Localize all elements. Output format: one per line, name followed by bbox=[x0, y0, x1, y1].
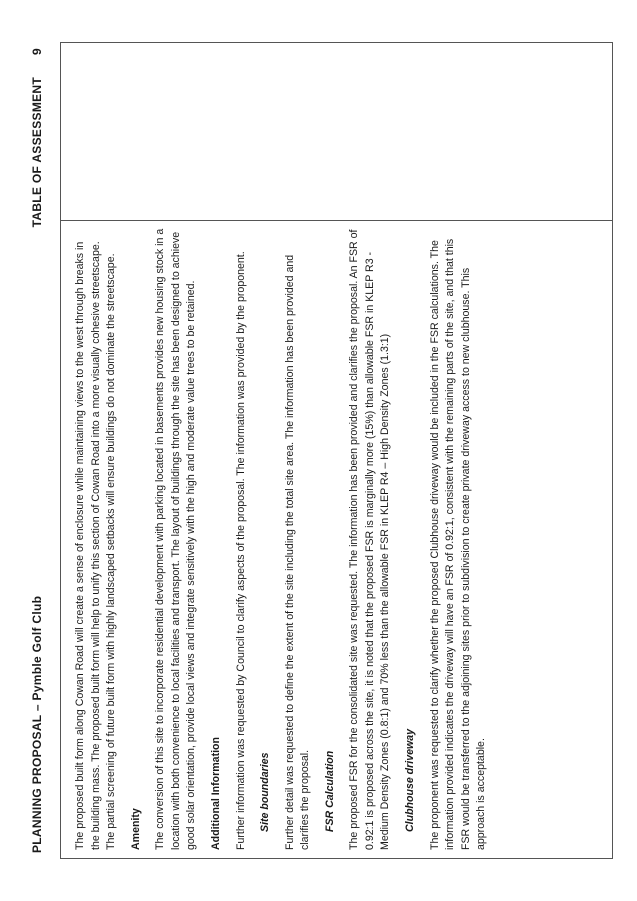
paragraph-fsr-calculation: The proposed FSR for the consolidated site was requested. The information has been provided and clarifies the proposal. An FSR of 0.92:1 is proposed across the site, it is noted that the proposed FSR is marginally more (15%) than allowable FSR in KLEP R3 - Medium Density Zones (0.8:1) and 70% less than the allowable FSR in KLEP R4 – High Density Zones (1.3:1) bbox=[348, 229, 392, 850]
paragraph-amenity: The conversion of this site to incorporate residential development with parking located in basements provides new housing stock in a location with both convenience to local facilities and transport. The layout of buildings through the site has been designed to achieve good solar orientation, provide local views and integrate sensitively with the high and moderate value trees to be retained. bbox=[154, 228, 198, 850]
paragraph-clubhouse-driveway: The proponent was requested to clarify whether the proposed Clubhouse driveway would be included in the FSR calculations. The information provided indicates the driveway will have an FSR of 0.92:1, consistent with the remaining parts of the site, and that this FSR would be transferred to the adjoining sites prior to subdivision to create private driveway access to new clubhouse. This approach is acceptable. bbox=[428, 238, 488, 850]
paragraph-additional-information: Further information was requested by Council to clarify aspects of the proposal. The information was provided by the proponent. bbox=[234, 251, 247, 850]
heading-amenity: Amenity bbox=[129, 808, 142, 850]
document-title: PLANNING PROPOSAL – Pymble Golf Club bbox=[30, 595, 44, 853]
heading-site-boundaries: Site boundaries bbox=[259, 752, 272, 832]
paragraph-site-boundaries: Further detail was requested to define the extent of the site including the total site area. The information has been provided and clarifies the proposal. bbox=[283, 254, 312, 850]
running-header bbox=[30, 48, 44, 227]
heading-additional-information: Additional Information bbox=[209, 737, 222, 850]
paragraph-built-form: The proposed built form along Cowan Road will create a sense of enclosure while maintaining views to the west through breaks in the building mass. The proposed built form will help to unify this section of Cowan Road into a more visually cohesive streetscape. The partial screening of future built form with highly landscaped setbacks will ensure buildings do not dominate the streetscape. bbox=[74, 241, 118, 850]
heading-clubhouse-driveway: Clubhouse driveway bbox=[404, 728, 416, 832]
section-title: TABLE OF ASSESSMENT bbox=[30, 76, 44, 228]
assessment-table bbox=[60, 42, 613, 859]
assessment-comment-column bbox=[61, 43, 612, 221]
heading-fsr-calculation: FSR Calculation bbox=[323, 750, 336, 832]
assessment-text-column bbox=[61, 220, 612, 858]
page-number: 9 bbox=[30, 48, 44, 55]
